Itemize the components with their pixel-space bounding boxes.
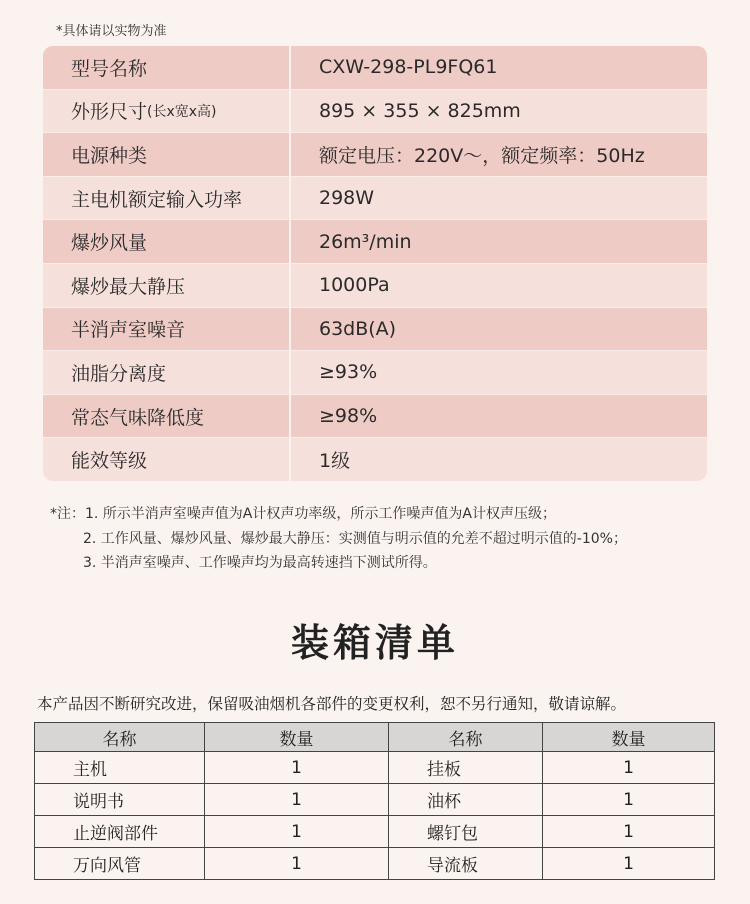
header-qty: 数量	[543, 723, 715, 752]
table-row	[35, 752, 715, 784]
disclaimer: 本产品因不断研究改进，保留吸油烟机各部件的变更权利，恕不另行通知，敬请谅解。	[37, 695, 627, 713]
spec-row	[43, 350, 707, 394]
item-name: 说明书	[35, 784, 205, 816]
item-name: 油杯	[389, 784, 543, 816]
spec-label: 外形尺寸 (长x宽x高)	[43, 90, 289, 133]
header-qty: 数量	[205, 723, 389, 752]
header-name: 名称	[389, 723, 543, 752]
spec-row	[43, 263, 707, 307]
spec-value: CXW-298-PL9FQ61	[291, 46, 707, 89]
item-name: 螺钉包	[389, 816, 543, 848]
spec-row	[43, 132, 707, 176]
top-note: *具体请以实物为准	[56, 24, 167, 39]
table-row	[35, 816, 715, 848]
spec-value: 1级	[291, 438, 707, 481]
footnote-2: 2. 工作风量、爆炒风量、爆炒最大静压：实测值与明示值的允差不超过明示值的-10%；	[83, 530, 627, 547]
spec-row	[43, 307, 707, 351]
spec-value: 895 × 355 × 825mm	[291, 90, 707, 133]
spec-label: 型号名称	[43, 46, 289, 89]
spec-value: 63dB(A)	[291, 308, 707, 351]
spec-table	[43, 46, 707, 481]
item-qty: 1	[205, 816, 389, 848]
spec-row	[43, 394, 707, 438]
packing-list-title: 装箱清单	[290, 621, 459, 665]
spec-label: 半消声室噪音	[43, 308, 289, 351]
item-name: 挂板	[389, 752, 543, 784]
spec-label: 爆炒最大静压	[43, 264, 289, 307]
item-qty: 1	[543, 848, 715, 880]
footnotes	[50, 502, 627, 576]
spec-label: 爆炒风量	[43, 220, 289, 263]
spec-label: 油脂分离度	[43, 351, 289, 394]
item-name: 万向风管	[35, 848, 205, 880]
item-name: 导流板	[389, 848, 543, 880]
item-qty: 1	[205, 752, 389, 784]
spec-value: 26m³/min	[291, 220, 707, 263]
spec-row	[43, 89, 707, 133]
spec-row	[43, 46, 707, 89]
item-qty: 1	[205, 784, 389, 816]
item-qty: 1	[543, 816, 715, 848]
spec-value: 298W	[291, 177, 707, 220]
spec-row	[43, 219, 707, 263]
footnote-3: 3. 半消声室噪声、工作噪声均为最高转速挡下测试所得。	[83, 555, 437, 571]
header-name: 名称	[35, 723, 205, 752]
spec-label: 主电机额定输入功率	[43, 177, 289, 220]
packing-table	[34, 722, 715, 880]
packing-table-header	[35, 723, 715, 752]
spec-value: ≥93%	[291, 351, 707, 394]
spec-label: 电源种类	[43, 133, 289, 176]
spec-value: 1000Pa	[291, 264, 707, 307]
footnote-1: *注：1. 所示半消声室噪声值为A计权声功率级，所示工作噪声值为A计权声压级；	[50, 506, 556, 522]
spec-row	[43, 437, 707, 481]
spec-label: 能效等级	[43, 438, 289, 481]
item-name: 主机	[35, 752, 205, 784]
table-row	[35, 784, 715, 816]
spec-label: 常态气味降低度	[43, 395, 289, 438]
spec-row	[43, 176, 707, 220]
table-row	[35, 848, 715, 880]
item-qty: 1	[205, 848, 389, 880]
spec-label-note: (长x宽x高)	[147, 103, 217, 120]
spec-value: 额定电压：220V～，额定频率：50Hz	[291, 133, 707, 176]
item-qty: 1	[543, 784, 715, 816]
item-qty: 1	[543, 752, 715, 784]
item-name: 止逆阀部件	[35, 816, 205, 848]
spec-value: ≥98%	[291, 395, 707, 438]
